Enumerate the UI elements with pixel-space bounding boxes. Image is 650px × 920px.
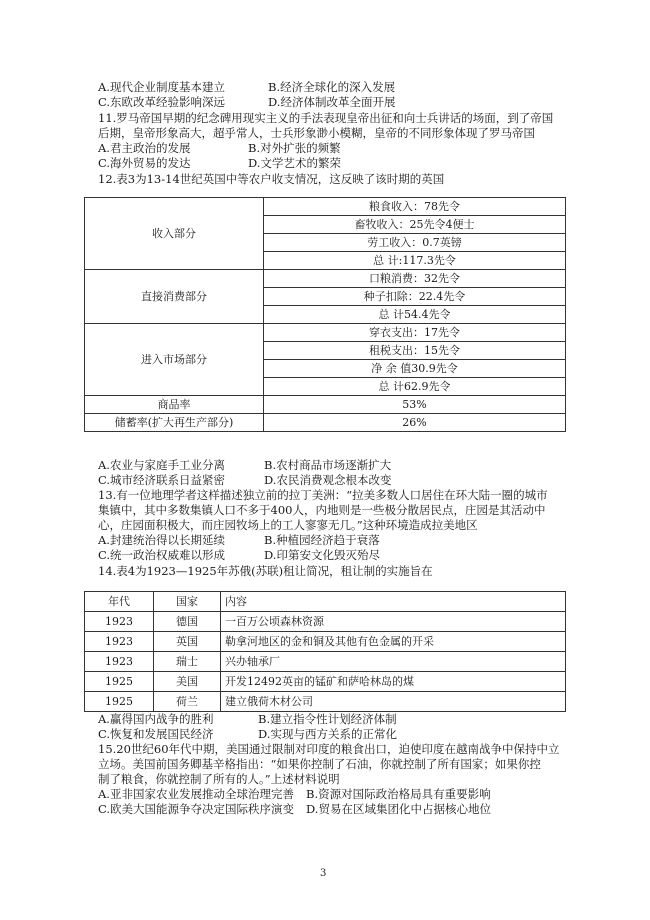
table-cell: 英国 [154, 632, 221, 652]
table-row [85, 692, 566, 712]
table-cell: 建立俄荷木材公司 [221, 692, 566, 712]
q11-option-c: C.海外贸易的发达 [98, 156, 191, 170]
q11-option-d: D.文学艺术的繁荣 [248, 156, 341, 170]
table-cell: 租税支出：15先令 [264, 342, 566, 360]
table-cell: 1925 [85, 692, 154, 712]
q11-option-a: A.君主政治的发展 [98, 141, 191, 155]
q15-stem-line-3: 制了粮食，你就控制了所有的人。”上述材料说明 [98, 772, 340, 786]
table-cell: 兴办轴承厂 [221, 652, 566, 672]
table-cell: 总 计54.4先令 [264, 306, 566, 324]
q12-option-b: B.农村商品市场逐渐扩大 [264, 458, 392, 472]
q10-option-b: B.经济全球化的深入发展 [268, 80, 396, 94]
q11-stem-line-2: 后期，皇帝形象高大，超乎常人，士兵形象渺小模糊，皇帝的不同形象体现了罗马帝国 [98, 126, 535, 140]
q15-option-b: B.资源对国际政治格局具有重要影响 [306, 787, 491, 801]
q12-stem: 12.表3为13-14世纪英国中等农户收支情况，这反映了该时期的英国 [98, 172, 445, 186]
table-cell: 美国 [154, 672, 221, 692]
q10-option-a: A.现代企业制度基本建立 [98, 80, 225, 94]
concession-table [84, 591, 566, 712]
q15-stem-line-2: 立场。美国前国务卿基辛格指出：“如果你控制了石油，你就控制了所有国家；如果你控 [98, 757, 541, 771]
table-cell: 口粮消费：32先令 [264, 270, 566, 288]
table-cell: 畜牧收入：25先令4便士 [264, 216, 566, 234]
q15-option-d: D.贸易在区域集团化中占据核心地位 [306, 802, 491, 816]
q13-stem-line-2: 集镇中，其中多数集镇人口不多于400人，内地则是一些极分散居民点，庄园是其活动中 [98, 503, 546, 517]
group-label: 直接消费部分 [85, 270, 264, 324]
table-cell: 26% [264, 414, 566, 432]
q11-option-b: B.对外扩张的频繁 [248, 141, 341, 155]
table-cell: 一百万公顷森林资源 [221, 612, 566, 632]
q15-option-a: A.亚非国家农业发展推动全球治理完善 [98, 787, 294, 801]
table-cell: 瑞士 [154, 652, 221, 672]
extra-label: 商品率 [85, 396, 264, 414]
table-cell: 荷兰 [154, 692, 221, 712]
table-row [85, 612, 566, 632]
income-expense-table [84, 197, 566, 432]
q10-option-c: C.东欧改革经验影响深远 [98, 95, 226, 109]
q12-option-d: D.农民消费观念根本改变 [264, 473, 392, 487]
table-cell: 劳工收入：0.7英镑 [264, 234, 566, 252]
q13-option-c: C.统一政治权威难以形成 [98, 548, 226, 562]
table-row [85, 632, 566, 652]
q14-option-b: B.建立指令性计划经济体制 [258, 712, 397, 726]
table-cell: 1923 [85, 632, 154, 652]
page-number: 3 [320, 868, 327, 879]
q14-option-d: D.实现与西方关系的正常化 [258, 727, 397, 741]
q10-option-d: D.经济体制改革全面开展 [268, 95, 396, 109]
table-cell: 1923 [85, 652, 154, 672]
group-label: 收入部分 [85, 198, 264, 270]
extra-label: 储蓄率(扩大再生产部分) [85, 414, 264, 432]
table-cell: 总 计:117.3先令 [264, 252, 566, 270]
q15-option-c: C.欧美大国能源争夺决定国际秩序演变 [98, 802, 295, 816]
q12-option-c: C.城市经济联系日益紧密 [98, 473, 226, 487]
q14-stem: 14.表4为1923—1925年苏俄(苏联)租让简况，租让制的实施旨在 [98, 564, 433, 578]
q11-stem-line-1: 11.罗马帝国早期的纪念碑用现实主义的手法表现皇帝出征和向士兵讲话的场面，到了帝国 [98, 111, 554, 125]
table-cell: 开发12492英亩的锰矿和萨哈林岛的煤 [221, 672, 566, 692]
table-cell: 净 余 值30.9先令 [264, 360, 566, 378]
table-cell: 勒拿河地区的金和铜及其他有色金属的开采 [221, 632, 566, 652]
table-header: 年代 [85, 592, 154, 612]
table-cell: 穿衣支出：17先令 [264, 324, 566, 342]
table-header: 内容 [221, 592, 566, 612]
q13-stem-line-3: 心，庄园面积极大，而庄园牧场上的工人寥寥无几。”这种环境造成拉美地区 [98, 518, 478, 532]
q12-option-a: A.农业与家庭手工业分离 [98, 458, 225, 472]
q13-option-d: D.印第安文化毁灭殆尽 [264, 548, 380, 562]
q13-option-b: B.种植园经济趋于衰落 [264, 533, 380, 547]
table-cell: 德国 [154, 612, 221, 632]
table-cell: 1925 [85, 672, 154, 692]
table-cell: 总 计62.9先令 [264, 378, 566, 396]
table-row [85, 652, 566, 672]
q13-option-a: A.封建统治得以长期延续 [98, 533, 225, 547]
q15-stem-line-1: 15.20世纪60年代中期，美国通过限制对印度的粮食出口，迫使印度在越南战争中保持中立 [98, 742, 560, 756]
group-label: 进入市场部分 [85, 324, 264, 396]
q13-stem-line-1: 13.有一位地理学者这样描述独立前的拉丁美洲：“拉美多数人口居住在环大陆一圈的城市 [98, 488, 548, 502]
q14-option-c: C.恢复和发展国民经济 [98, 727, 214, 741]
table-cell: 53% [264, 396, 566, 414]
q14-option-a: A.赢得国内战争的胜利 [98, 712, 214, 726]
table-row [85, 672, 566, 692]
table-header: 国家 [154, 592, 221, 612]
table-cell: 粮食收入：78先令 [264, 198, 566, 216]
table-cell: 种子扣除：22.4先令 [264, 288, 566, 306]
table-cell: 1923 [85, 612, 154, 632]
